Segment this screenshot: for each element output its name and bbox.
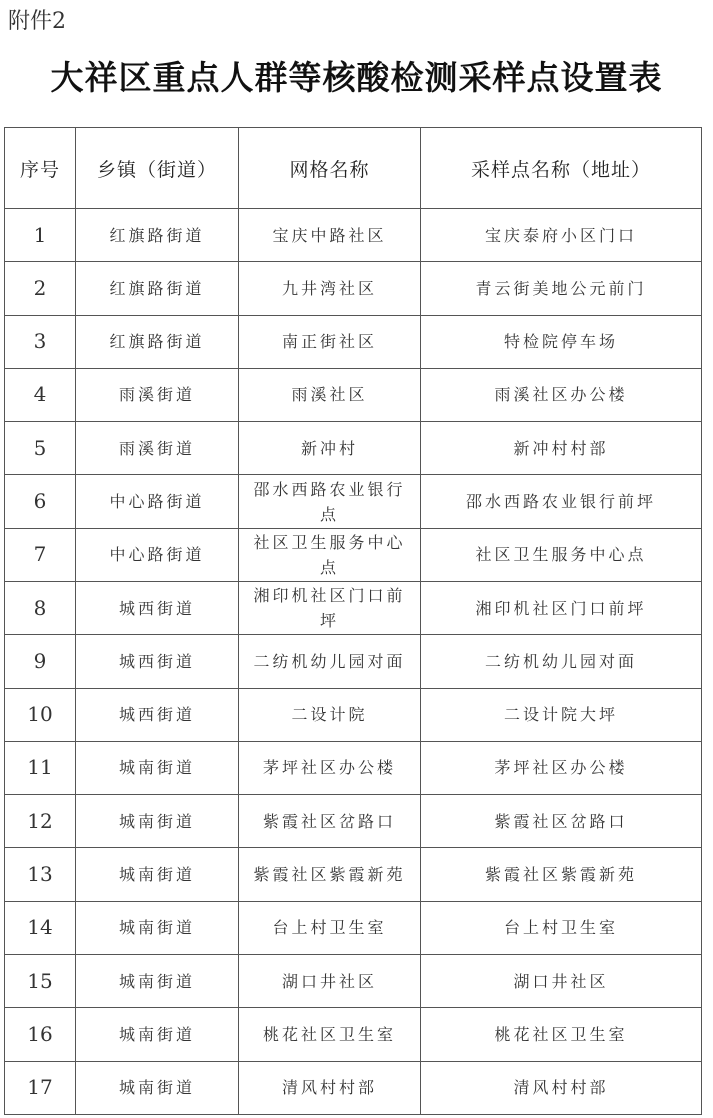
cell-site: 紫霞社区紫霞新苑 (421, 848, 702, 901)
table-row (5, 954, 702, 1007)
cell-site: 宝庆泰府小区门口 (421, 209, 702, 262)
cell-index: 5 (5, 422, 76, 475)
cell-grid: 二设计院 (239, 688, 421, 741)
table-row (5, 848, 702, 901)
cell-site: 紫霞社区岔路口 (421, 795, 702, 848)
cell-grid: 邵水西路农业银行点 (239, 475, 421, 528)
table-row (5, 528, 702, 581)
table-row (5, 635, 702, 688)
cell-town: 雨溪街道 (76, 422, 239, 475)
cell-index: 6 (5, 475, 76, 528)
cell-site: 清风村村部 (421, 1061, 702, 1115)
cell-grid: 南正街社区 (239, 315, 421, 368)
cell-site: 湘印机社区门口前坪 (421, 581, 702, 634)
cell-town: 中心路街道 (76, 475, 239, 528)
cell-index: 1 (5, 209, 76, 262)
cell-grid: 紫霞社区岔路口 (239, 795, 421, 848)
cell-index: 11 (5, 741, 76, 794)
cell-index: 14 (5, 901, 76, 954)
cell-grid: 台上村卫生室 (239, 901, 421, 954)
table-row (5, 741, 702, 794)
header-index: 序号 (5, 128, 76, 209)
table-row (5, 688, 702, 741)
header-town: 乡镇（街道） (76, 128, 239, 209)
cell-index: 13 (5, 848, 76, 901)
cell-site: 台上村卫生室 (421, 901, 702, 954)
cell-site: 二设计院大坪 (421, 688, 702, 741)
cell-town: 城南街道 (76, 901, 239, 954)
cell-index: 2 (5, 262, 76, 315)
cell-index: 8 (5, 581, 76, 634)
cell-index: 7 (5, 528, 76, 581)
cell-grid: 湖口井社区 (239, 954, 421, 1007)
cell-index: 17 (5, 1061, 76, 1115)
cell-town: 红旗路街道 (76, 209, 239, 262)
header-grid: 网格名称 (239, 128, 421, 209)
cell-town: 红旗路街道 (76, 315, 239, 368)
sampling-sites-table (4, 127, 702, 1115)
table-row (5, 262, 702, 315)
cell-town: 城南街道 (76, 795, 239, 848)
cell-grid: 紫霞社区紫霞新苑 (239, 848, 421, 901)
cell-town: 城南街道 (76, 954, 239, 1007)
header-site: 采样点名称（地址） (421, 128, 702, 209)
table-row (5, 795, 702, 848)
cell-town: 城南街道 (76, 1008, 239, 1061)
table-row (5, 209, 702, 262)
cell-site: 桃花社区卫生室 (421, 1008, 702, 1061)
table-row (5, 368, 702, 421)
cell-grid: 二纺机幼儿园对面 (239, 635, 421, 688)
cell-site: 茅坪社区办公楼 (421, 741, 702, 794)
cell-town: 城南街道 (76, 848, 239, 901)
cell-site: 特检院停车场 (421, 315, 702, 368)
cell-grid: 桃花社区卫生室 (239, 1008, 421, 1061)
cell-site: 雨溪社区办公楼 (421, 368, 702, 421)
cell-site: 社区卫生服务中心点 (421, 528, 702, 581)
cell-town: 中心路街道 (76, 528, 239, 581)
cell-grid: 社区卫生服务中心点 (239, 528, 421, 581)
cell-index: 15 (5, 954, 76, 1007)
cell-grid: 茅坪社区办公楼 (239, 741, 421, 794)
table-row (5, 422, 702, 475)
cell-grid: 清风村村部 (239, 1061, 421, 1115)
table-row (5, 475, 702, 528)
cell-grid: 九井湾社区 (239, 262, 421, 315)
cell-site: 新冲村村部 (421, 422, 702, 475)
cell-town: 城西街道 (76, 635, 239, 688)
cell-grid: 宝庆中路社区 (239, 209, 421, 262)
document-title: 大祥区重点人群等核酸检测采样点设置表 (50, 58, 663, 97)
cell-town: 城西街道 (76, 581, 239, 634)
table-row (5, 315, 702, 368)
cell-site: 青云街美地公元前门 (421, 262, 702, 315)
cell-site: 湖口井社区 (421, 954, 702, 1007)
attachment-label: 附件2 (8, 9, 66, 34)
cell-town: 城南街道 (76, 741, 239, 794)
cell-site: 二纺机幼儿园对面 (421, 635, 702, 688)
cell-index: 12 (5, 795, 76, 848)
cell-grid: 雨溪社区 (239, 368, 421, 421)
table-header-row (5, 128, 702, 209)
cell-site: 邵水西路农业银行前坪 (421, 475, 702, 528)
cell-index: 4 (5, 368, 76, 421)
cell-town: 雨溪街道 (76, 368, 239, 421)
cell-index: 10 (5, 688, 76, 741)
cell-grid: 湘印机社区门口前坪 (239, 581, 421, 634)
table-body (5, 209, 702, 1115)
table-row (5, 581, 702, 634)
cell-index: 9 (5, 635, 76, 688)
cell-index: 16 (5, 1008, 76, 1061)
table-row (5, 1061, 702, 1115)
table-row (5, 1008, 702, 1061)
cell-town: 红旗路街道 (76, 262, 239, 315)
cell-grid: 新冲村 (239, 422, 421, 475)
cell-index: 3 (5, 315, 76, 368)
table-row (5, 901, 702, 954)
cell-town: 城南街道 (76, 1061, 239, 1115)
cell-town: 城西街道 (76, 688, 239, 741)
